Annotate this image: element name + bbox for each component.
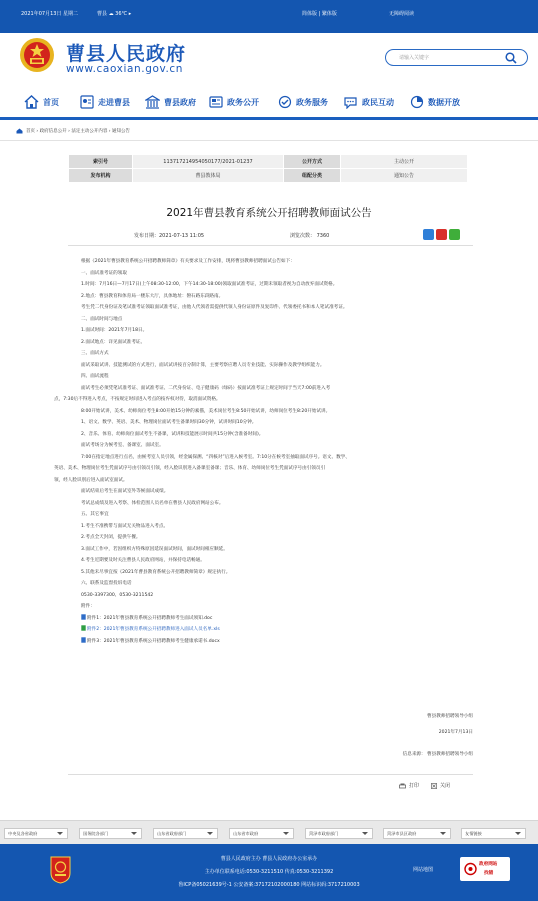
language-switch[interactable]: 简体版 | 繁体版	[302, 11, 337, 17]
badge-title: 政府网站	[479, 862, 498, 867]
badge-subtitle: 找错	[484, 871, 494, 876]
paragraph: 考生凭二代身份证及笔试准考证领取面试准考证，由他人代领者需提供代领人身份证原件及复印件、代领委托书和本人笔试准考证。	[81, 305, 348, 310]
id-card-icon	[80, 95, 94, 109]
nav-divider	[0, 117, 538, 120]
paragraph: 根据《2021年曹县教育系统公开招聘教师简章》有关要求及工作安排，现将曹县教师招聘面试公告如下：	[81, 259, 295, 264]
paragraph: 面试考生必须凭笔试准考证、面试准考证、二代身份证、电子健康码（绿码）按面试准考证上规定时间于当天7:00前进入考	[81, 385, 331, 391]
paragraph: 7:00在指定地点进行点名，由候考室人员引领，经金属探测、“四核对”后进入候考室。7:10分在候考室抽取面试序号。语文、数学、	[81, 454, 350, 460]
article-title: 2021年曹县教育系统公开招聘教师面试公告	[166, 207, 372, 219]
nav-about-county-label: 走进曹县	[98, 97, 130, 107]
chevron-down-icon	[283, 832, 289, 835]
search-box[interactable]	[385, 49, 528, 66]
top-bar	[0, 0, 538, 33]
attachments-label: 附件：	[81, 604, 95, 609]
nav-government-label: 曹县政府	[164, 97, 196, 107]
signature-org: 曹县教师招聘领导小组	[427, 714, 473, 719]
paragraph: 面试采取试讲、技能测试的方式进行，面试试讲按百分制计算，主要考察应聘人员专业技能、实际操作及教学组织能力。	[81, 362, 325, 368]
link-select-state-council-label: 国务院各部门	[83, 831, 109, 836]
national-emblem-icon	[18, 36, 56, 74]
share-wechat-icon[interactable]	[449, 229, 460, 240]
paragraph: 2、音乐、体育、幼师岗位面试考生不备课，试讲和技能展示时间共15分钟(含准备时间)。	[81, 431, 264, 437]
view-count: 浏览次数： 7360	[290, 233, 330, 239]
link-select-heze-counties-label: 菏泽市县区政府	[387, 831, 417, 836]
nav-about-county[interactable]	[80, 95, 130, 109]
share-buttons	[423, 229, 460, 240]
paragraph: 面试考场分为候考室、备课室、面试室。	[81, 443, 164, 448]
paragraph: 1.时间：7月16日—7月17日(上午08:30-12:00，下午14:30-18:00)领取面试准考证，过期未领取者视为自动放弃面试资格。	[81, 282, 338, 287]
paragraph: 8:00开始试讲，美术、幼师岗位考生8:00开始15分钟的素描，美术岗位考生8:50开始试讲，幼师岗位考生8:20开始试讲。	[81, 408, 331, 414]
meta-publish-mode-value: 主动公开	[341, 155, 468, 169]
nav-open-data-label: 数据开放	[428, 97, 460, 107]
nav-government[interactable]	[145, 95, 196, 109]
nav-open-data[interactable]	[410, 95, 460, 109]
link-select-shandong-depts[interactable]	[153, 828, 218, 839]
paragraph: 5.其他未尽事宜按《2021年曹县教育系统公开招聘教师简章》规定执行。	[81, 569, 231, 575]
report-error-badge[interactable]	[460, 857, 510, 881]
home-small-icon	[16, 128, 23, 134]
paragraph: 考试总成绩及进入考察、体检范围人员名单在曹县人民政府网站公布。	[81, 500, 224, 506]
print-label[interactable]: 打印	[409, 783, 420, 789]
share-weibo-icon[interactable]	[436, 229, 447, 240]
nav-gov-services-label: 政务服务	[296, 97, 328, 107]
attachment-link-3[interactable]	[68, 636, 473, 648]
close-icon	[431, 783, 437, 789]
chat-icon	[343, 95, 358, 109]
link-select-central[interactable]	[4, 828, 68, 839]
section-heading: 一、面试准考证的领取	[81, 270, 127, 276]
news-icon	[209, 95, 223, 109]
contact-phones: 0530-3397300、0530-3211542	[81, 592, 154, 598]
xls-file-icon	[81, 625, 86, 631]
attachment-link-2[interactable]	[68, 624, 473, 636]
meta-publish-mode-label: 公开方式	[284, 155, 341, 169]
close-button[interactable]	[431, 782, 450, 789]
close-label[interactable]: 关闭	[440, 783, 451, 789]
meta-category-value: 通知公告	[341, 169, 468, 183]
chevron-down-icon	[362, 832, 368, 835]
nav-home[interactable]	[24, 95, 59, 109]
section-heading: 六、联系及监督投诉电话	[81, 581, 132, 586]
nav-interaction-label: 政民互动	[362, 97, 394, 107]
chevron-down-icon	[440, 832, 446, 835]
attachment-link-1[interactable]	[68, 613, 473, 625]
nav-interaction[interactable]	[343, 95, 394, 109]
doc-file-icon	[81, 637, 86, 643]
site-name[interactable]: 曹县人民政府	[66, 43, 187, 65]
link-select-central-label: 中央及各省政府	[8, 831, 38, 836]
link-select-heze-depts[interactable]	[305, 828, 373, 839]
attachment-3-label[interactable]: 附件3：2021年曹县教育系统公开招聘教师考生健康承诺书.docx	[87, 638, 220, 644]
paragraph: 1、语文、数学、英语、美术、物理岗位面试考生备课时间30分钟，试讲时间10分钟。	[81, 420, 257, 425]
paragraph: 3.面试工作中，若因组织方特殊原因延误面试时间，面试时间相应顺延。	[81, 546, 228, 552]
search-icon[interactable]	[505, 52, 517, 64]
footer-icp[interactable]: 鲁ICP备05021639号-1 公安备案:37172102000180 网站标识码:3717210003	[178, 882, 360, 888]
link-select-friendly-label: 友情链接	[465, 831, 482, 836]
breadcrumb-divider	[0, 140, 538, 141]
accessibility-link[interactable]: 无障碍阅读	[389, 11, 415, 17]
home-icon	[24, 95, 39, 109]
link-select-shandong-cities-label: 山东省市政府	[233, 831, 259, 836]
site-url: www.caoxian.gov.cn	[66, 63, 184, 75]
printer-icon	[399, 783, 406, 789]
publish-date: 发布日期：2021-07-13 11:05	[134, 233, 205, 239]
paragraph: 2.面试地点：详见面试准考证。	[81, 339, 146, 345]
doc-file-icon	[81, 614, 86, 620]
section-heading: 三、面试方式	[81, 351, 109, 356]
breadcrumb-text[interactable]: 首页 › 政府信息公开 › 法定主动公开内容 › 通知公告	[26, 129, 130, 134]
paragraph: 2.地点：曹县教育和体育局一楼东大厅，具体地址：磐石路东段路南。	[81, 293, 224, 299]
chevron-down-icon	[57, 832, 63, 835]
footer-contact: 主办单位联系电话:0530-3211510 传真:0530-3211392	[204, 869, 334, 875]
link-select-heze-counties[interactable]	[383, 828, 451, 839]
gov-website-icon	[464, 862, 477, 876]
section-heading: 五、其它事宜	[81, 512, 109, 517]
chevron-down-icon	[207, 832, 213, 835]
share-qzone-icon[interactable]	[423, 229, 434, 240]
paragraph: 1.考生不准携带与面试无关物品进入考点。	[81, 523, 169, 529]
title-divider	[68, 245, 473, 246]
paragraph: 2.考点全天封闭，提供午餐。	[81, 535, 141, 540]
attachment-2-label[interactable]: 附件2：2021年曹县教育系统公开招聘教师进入面试人员名单.xls	[87, 627, 220, 632]
data-icon	[410, 95, 424, 109]
nav-gov-services[interactable]	[278, 95, 328, 109]
info-source: 信息来源： 曹县教师招聘领导小组	[402, 752, 473, 757]
nav-gov-affairs-label: 政务公开	[227, 97, 259, 107]
meta-publisher-value: 曹县教体局	[133, 169, 284, 183]
print-button[interactable]	[399, 782, 419, 789]
paragraph: 领，经人脸识别后进入面试室面试。	[54, 477, 128, 483]
link-select-state-council[interactable]	[79, 828, 142, 839]
paragraph: 面试结束后考生在面试室外等候面试成绩。	[81, 489, 169, 494]
search-input[interactable]: 请输入关键字	[399, 55, 430, 61]
section-heading: 二、面试时间与地点	[81, 316, 123, 322]
tools-divider	[68, 774, 473, 775]
link-select-shandong-cities[interactable]	[229, 828, 294, 839]
footer	[0, 844, 538, 901]
meta-index-label: 索引号	[69, 155, 133, 169]
paragraph: 点，7:30后不得进入考点，不按规定时间进入考点的按弃权对待，取消面试资格。	[54, 397, 221, 402]
link-select-heze-depts-label: 菏泽市政府部门	[309, 831, 339, 836]
meta-index-value: 113717214954050177/2021-01237	[133, 155, 284, 169]
breadcrumb[interactable]	[16, 128, 130, 134]
meta-publisher-label: 发布机构	[69, 169, 133, 183]
building-icon	[145, 95, 160, 109]
paragraph: 英语、美术、物理岗位考生凭面试序号由引领员引领，经入脸识别进入备课室备课；音乐、体育、幼师岗位考生凭面试序号由引领员引	[54, 466, 326, 471]
paragraph: 4.考生近期要及时关注曹县人民政府网站，并保持电话畅通。	[81, 558, 205, 563]
current-date: 2021年07月13日 星期二	[21, 11, 79, 17]
nav-gov-affairs[interactable]	[209, 95, 259, 109]
chevron-down-icon	[131, 832, 137, 835]
link-select-shandong-depts-label: 山东省政府部门	[157, 831, 187, 836]
article-body	[54, 256, 473, 647]
article-meta-table	[68, 154, 468, 183]
main-nav	[0, 89, 538, 117]
sitemap-link[interactable]: 网站地图	[413, 867, 434, 873]
weather-widget[interactable]: 曹县 ☁ 36℃ ▸	[97, 11, 132, 17]
chevron-down-icon	[515, 832, 521, 835]
section-heading: 四、面试流程	[81, 374, 109, 379]
meta-category-label: 组配分类	[284, 169, 341, 183]
signature-date: 2021年7月13日	[438, 730, 473, 735]
footer-sponsor: 曹县人民政府主办 曹县人民政府办公室承办	[220, 856, 318, 862]
nav-home-label: 首页	[43, 97, 59, 107]
article-tools	[399, 782, 450, 789]
service-icon	[278, 95, 292, 109]
link-select-friendly[interactable]	[461, 828, 526, 839]
paragraph: 1.面试时间：2021年7月18日。	[81, 328, 148, 333]
related-links-bar	[0, 820, 538, 844]
attachment-1-label[interactable]: 附件1：2021年曹县教育系统公开招聘教师考生面试须知.doc	[87, 615, 213, 621]
